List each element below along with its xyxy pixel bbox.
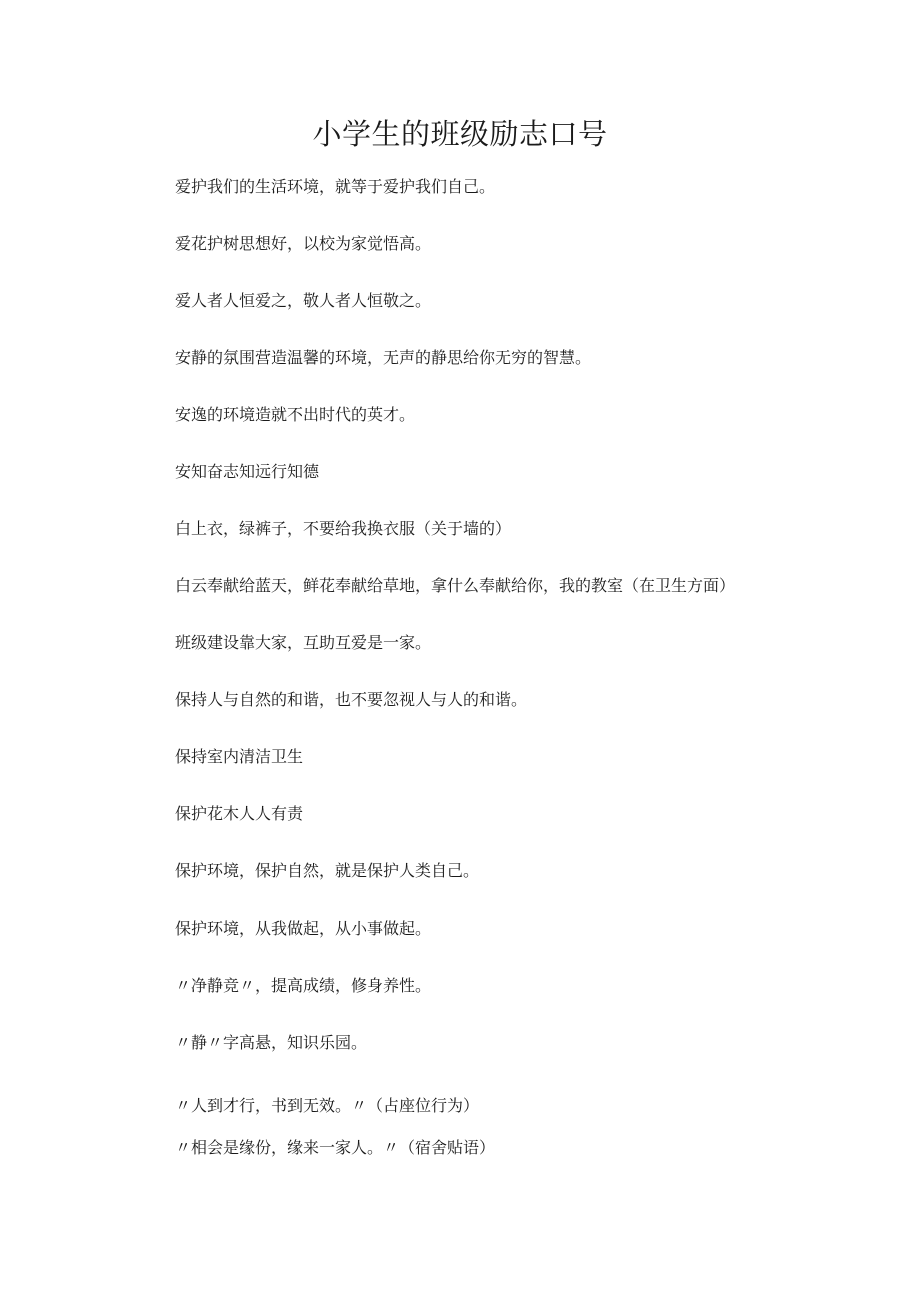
slogan-line: 保护环境，从我做起，从小事做起。 — [175, 919, 432, 938]
slogan-line: 爱人者人恒爱之，敬人者人恒敬之。 — [175, 291, 432, 310]
slogan-line: 班级建设靠大家，互助互爱是一家。 — [175, 633, 432, 652]
slogan-line: 白上衣，绿裤子，不要给我换衣服（关于墙的） — [175, 519, 512, 538]
slogan-line: 爱花护树思想好，以校为家觉悟高。 — [175, 234, 432, 253]
slogan-line: 安静的氛围营造温馨的环境，无声的静思给你无穷的智慧。 — [175, 348, 592, 367]
slogan-line: 安逸的环境造就不出时代的英才。 — [175, 405, 416, 424]
slogan-line: 保持人与自然的和谐，也不要忽视人与人的和谐。 — [175, 690, 528, 709]
slogan-line: 保护环境，保护自然，就是保护人类自己。 — [175, 861, 480, 880]
slogan-line: 〃静〃字高悬，知识乐园。 — [175, 1033, 368, 1052]
slogan-line: 〃人到才行，书到无效。〃（占座位行为） — [175, 1096, 480, 1115]
slogan-line: 安知奋志知远行知德 — [175, 462, 320, 481]
slogan-line: 〃净静竞〃，提高成绩，修身养性。 — [175, 976, 432, 995]
slogan-line: 保持室内清洁卫生 — [175, 747, 304, 766]
slogan-line: 〃相会是缘份，缘来一家人。〃（宿舍贴语） — [175, 1138, 496, 1157]
page-title: 小学生的班级励志口号 — [312, 117, 608, 151]
slogan-line: 保护花木人人有责 — [175, 804, 304, 823]
slogan-line: 爱护我们的生活环境，就等于爱护我们自己。 — [175, 177, 496, 196]
slogan-line: 白云奉献给蓝天，鲜花奉献给草地，拿什么奉献给你，我的教室（在卫生方面） — [175, 576, 736, 595]
